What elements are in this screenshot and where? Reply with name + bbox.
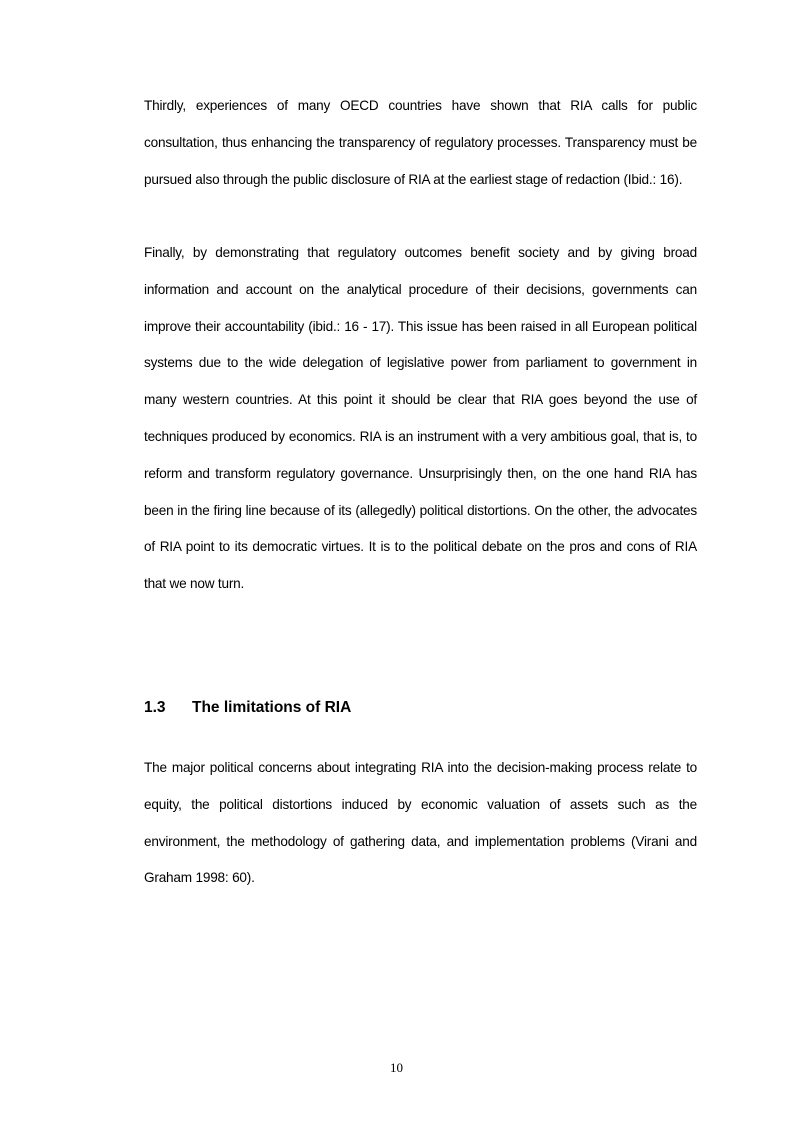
page-number: 10 [390, 1060, 403, 1075]
paragraph-major-concerns: The major political concerns about integrating RIA into the decision-making process relate to equity, the political distortions induced by economic valuation of assets such as the environment, the methodology of gathering data, and implementation problems (Virani and Graham 1998: 60). [144, 760, 697, 886]
section-heading [144, 699, 351, 717]
paragraph-thirdly: Thirdly, experiences of many OECD countries have shown that RIA calls for public consultation, thus enhancing the transparency of regulatory processes. Transparency must be pursued also through the public disclosure of RIA at the earliest stage of redaction (Ibid.: 16). [144, 98, 697, 187]
section-title: The limitations of RIA [192, 699, 352, 716]
section-number: 1.3 [144, 699, 166, 716]
paragraph-finally: Finally, by demonstrating that regulatory outcomes benefit society and by giving broad information and account on the analytical procedure of their decisions, governments can improve their accountability (ibid.: 16 - 17). This issue has been raised in all European political systems due to the wide delegation of legislative power from parliament to government in many western countries. At this point it should be clear that RIA goes beyond the use of techniques produced by economics. RIA is an instrument with a very ambitious goal, that is, to reform and transform regulatory governance. Unsurprisingly then, on the one hand RIA has been in the firing line because of its (allegedly) political distortions. On the other, the advocates of RIA point to its democratic virtues. It is to the political debate on the pros and cons of RIA that we now turn. [144, 245, 697, 592]
